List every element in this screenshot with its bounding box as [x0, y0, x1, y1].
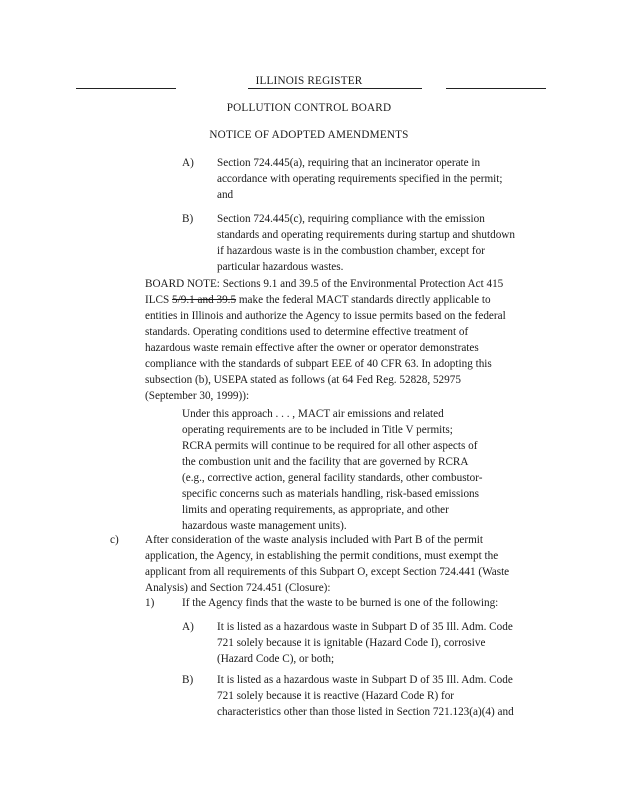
item-b-line: if hazardous waste is in the combustion chamber, except for	[217, 245, 485, 257]
board-note-line: subsection (b), USEPA stated as follows (at 64 Fed Reg. 52828, 52975	[145, 374, 461, 386]
board-note-line-rest: make the federal MACT standards directly applicable to	[236, 294, 491, 306]
section-c-text	[145, 532, 509, 596]
quote-line: specific concerns such as materials handling, risk-based emissions	[182, 488, 480, 500]
quote-line: Under this approach . . . , MACT air emissions and related	[182, 408, 444, 420]
item-b-line: particular hazardous wastes.	[217, 261, 344, 273]
sub-item-b-text	[217, 672, 514, 720]
board-note-line: compliance with the standards of subpart EEE of 40 CFR 63. In adopting this	[145, 358, 492, 370]
item-a-line: accordance with operating requirements specified in the permit;	[217, 173, 503, 185]
quote-line: RCRA permits will continue to be required for all other aspects of	[182, 440, 478, 452]
sub-item-a-line: (Hazard Code C), or both;	[217, 653, 335, 665]
item-b-line: standards and operating requirements during startup and shutdown	[217, 229, 515, 241]
section-c-line: Analysis) and Section 724.451 (Closure):	[145, 582, 331, 594]
quote-line: the combustion unit and the facility that are governed by RCRA	[182, 456, 469, 468]
section-c-label: c)	[110, 534, 119, 546]
register-title: ILLINOIS REGISTER	[255, 75, 363, 87]
item-b-line: Section 724.445(c), requiring compliance with the emission	[217, 213, 485, 225]
board-note-line: standards. Operating conditions used to determine effective treatment of	[145, 326, 469, 338]
item-a-text	[217, 155, 502, 203]
board-note-line: entities in Illinois and authorize the Agency to issue permits based on the federal	[145, 310, 506, 322]
board-note-line	[145, 292, 506, 308]
quote-line: (e.g., corrective action, general facility standards, other combustor-	[182, 472, 483, 484]
quote-line: operating requirements are to be included in Title V permits;	[182, 424, 453, 436]
item-a-label: A)	[182, 157, 194, 169]
item-a-line: and	[217, 189, 234, 201]
item-a-line: Section 724.445(a), requiring that an incinerator operate in	[217, 157, 481, 169]
item-1-text	[182, 595, 498, 611]
board-note	[145, 276, 506, 404]
board-note-line: BOARD NOTE: Sections 9.1 and 39.5 of the Environmental Protection Act 415	[145, 278, 504, 290]
item-b-text	[217, 211, 515, 275]
item-1-label: 1)	[145, 597, 155, 609]
section-c-line: After consideration of the waste analysis included with Part B of the permit	[145, 534, 484, 546]
sub-item-b-line: It is listed as a hazardous waste in Subpart D of 35 Ill. Adm. Code	[217, 674, 513, 686]
section-c-line: applicant from all requirements of this Subpart O, except Section 724.441 (Waste	[145, 566, 510, 578]
sub-item-b-line: characteristics other than those listed in Section 721.123(a)(4) and	[217, 706, 514, 718]
board-note-ilcs: ILCS	[145, 294, 173, 306]
quote-line: limits and operating requirements, as appropriate, and other	[182, 504, 449, 516]
sub-item-a-line: It is listed as a hazardous waste in Subpart D of 35 Ill. Adm. Code	[217, 621, 513, 633]
board-note-line: hazardous waste remain effective after the owner or operator demonstrates	[145, 342, 479, 354]
sub-item-b-line: 721 solely because it is reactive (Hazard Code R) for	[217, 690, 455, 702]
item-b-label: B)	[182, 213, 194, 225]
sub-item-a-text	[217, 619, 513, 667]
notice-title: NOTICE OF ADOPTED AMENDMENTS	[209, 129, 409, 141]
section-c-line: application, the Agency, in establishing the permit conditions, must exempt the	[145, 550, 499, 562]
sub-item-b-label: B)	[182, 674, 194, 686]
quote-line: hazardous waste management units).	[182, 520, 347, 532]
sub-item-a-line: 721 solely because it is ignitable (Hazard Code I), corrosive	[217, 637, 486, 649]
usepa-quote	[182, 406, 482, 534]
sub-item-a-label: A)	[182, 621, 194, 633]
item-1-line: If the Agency finds that the waste to be burned is one of the following:	[182, 597, 499, 609]
board-note-line: (September 30, 1999)):	[145, 390, 250, 402]
struck-text: 5/9.1 and 39.5	[172, 294, 237, 306]
board-title: POLLUTION CONTROL BOARD	[226, 102, 392, 114]
